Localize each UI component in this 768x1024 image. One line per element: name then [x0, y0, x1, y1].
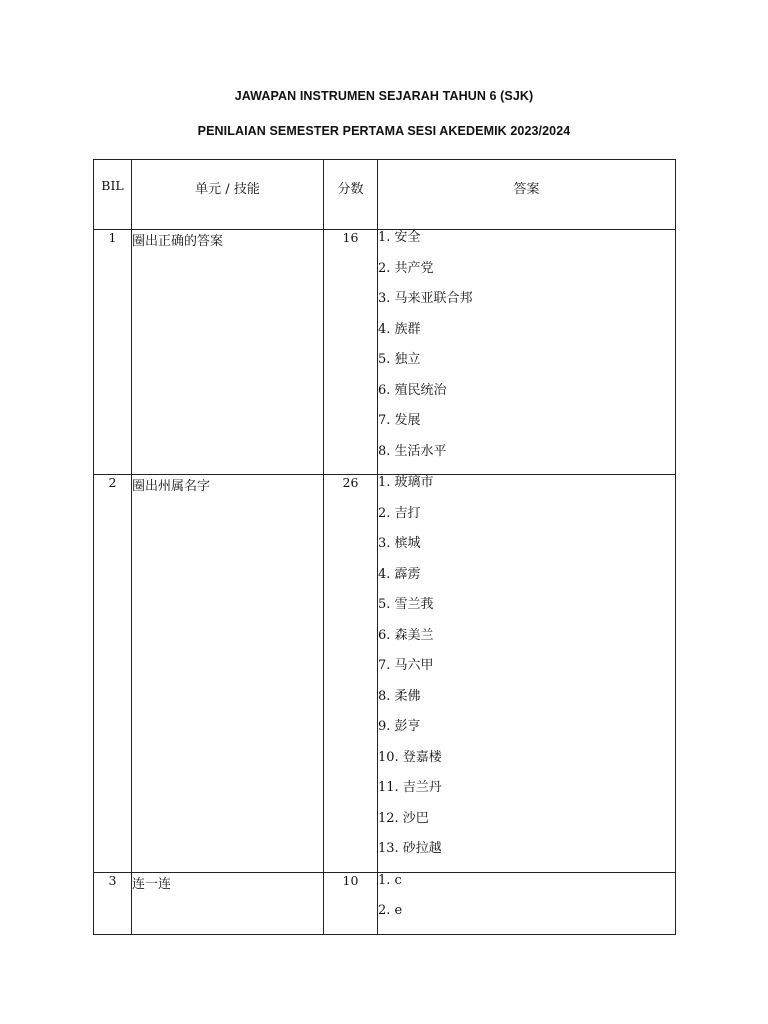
row-score: 26 [324, 475, 378, 873]
answer-item: 10. 登嘉楼 [378, 749, 442, 765]
table-header-row [94, 160, 676, 230]
answer-item: 1. c [378, 872, 402, 888]
answer-item: 1. 安全 [378, 230, 421, 245]
header-unit: 单元 / 技能 [132, 160, 324, 230]
row-score: 10 [324, 872, 378, 934]
header-bil: BIL [94, 160, 132, 230]
header-answer: 答案 [378, 160, 676, 230]
table-row [94, 475, 676, 873]
answer-item: 7. 发展 [378, 413, 421, 428]
answer-item: 1. 玻璃市 [378, 475, 434, 490]
answer-item: 8. 柔佛 [378, 688, 421, 704]
row-bil: 2 [94, 475, 132, 873]
document-title: JAWAPAN INSTRUMEN SEJARAH TAHUN 6 (SJK) [234, 89, 534, 103]
row-unit: 圈出正确的答案 [132, 230, 324, 475]
row-answers [378, 872, 676, 934]
answer-item: 8. 生活水平 [378, 443, 447, 459]
row-unit: 圈出州属名字 [132, 475, 324, 873]
row-answers [378, 230, 676, 475]
answer-item: 2. 共产党 [378, 260, 434, 276]
answer-item: 5. 雪兰莪 [378, 597, 434, 612]
answer-item: 11. 吉兰丹 [378, 780, 442, 795]
row-score: 16 [324, 230, 378, 475]
row-bil: 3 [94, 872, 132, 934]
answer-item: 4. 族群 [378, 321, 421, 337]
answer-item: 3. 马来亚联合邦 [378, 291, 473, 306]
answer-item: 2. e [378, 903, 403, 918]
table-row [94, 230, 676, 475]
table-row [94, 872, 676, 934]
answer-item: 4. 霹雳 [378, 566, 421, 582]
answer-item: 7. 马六甲 [378, 658, 434, 673]
answer-item: 6. 森美兰 [378, 627, 434, 643]
row-bil: 1 [94, 230, 132, 475]
row-answers [378, 475, 676, 873]
answer-item: 2. 吉打 [378, 505, 421, 521]
answer-table [93, 159, 676, 935]
answer-item: 6. 殖民统治 [378, 382, 447, 398]
answer-item: 9. 彭亨 [378, 719, 421, 734]
answer-item: 3. 槟城 [378, 536, 421, 551]
row-unit: 连一连 [132, 872, 324, 934]
document-subtitle: PENILAIAN SEMESTER PERTAMA SESI AKEDEMIK 2023/2024 [197, 124, 571, 138]
header-score: 分数 [324, 160, 378, 230]
answer-item: 5. 独立 [378, 352, 421, 367]
answer-item: 13. 砂拉越 [378, 841, 442, 856]
answer-item: 12. 沙巴 [378, 810, 429, 826]
